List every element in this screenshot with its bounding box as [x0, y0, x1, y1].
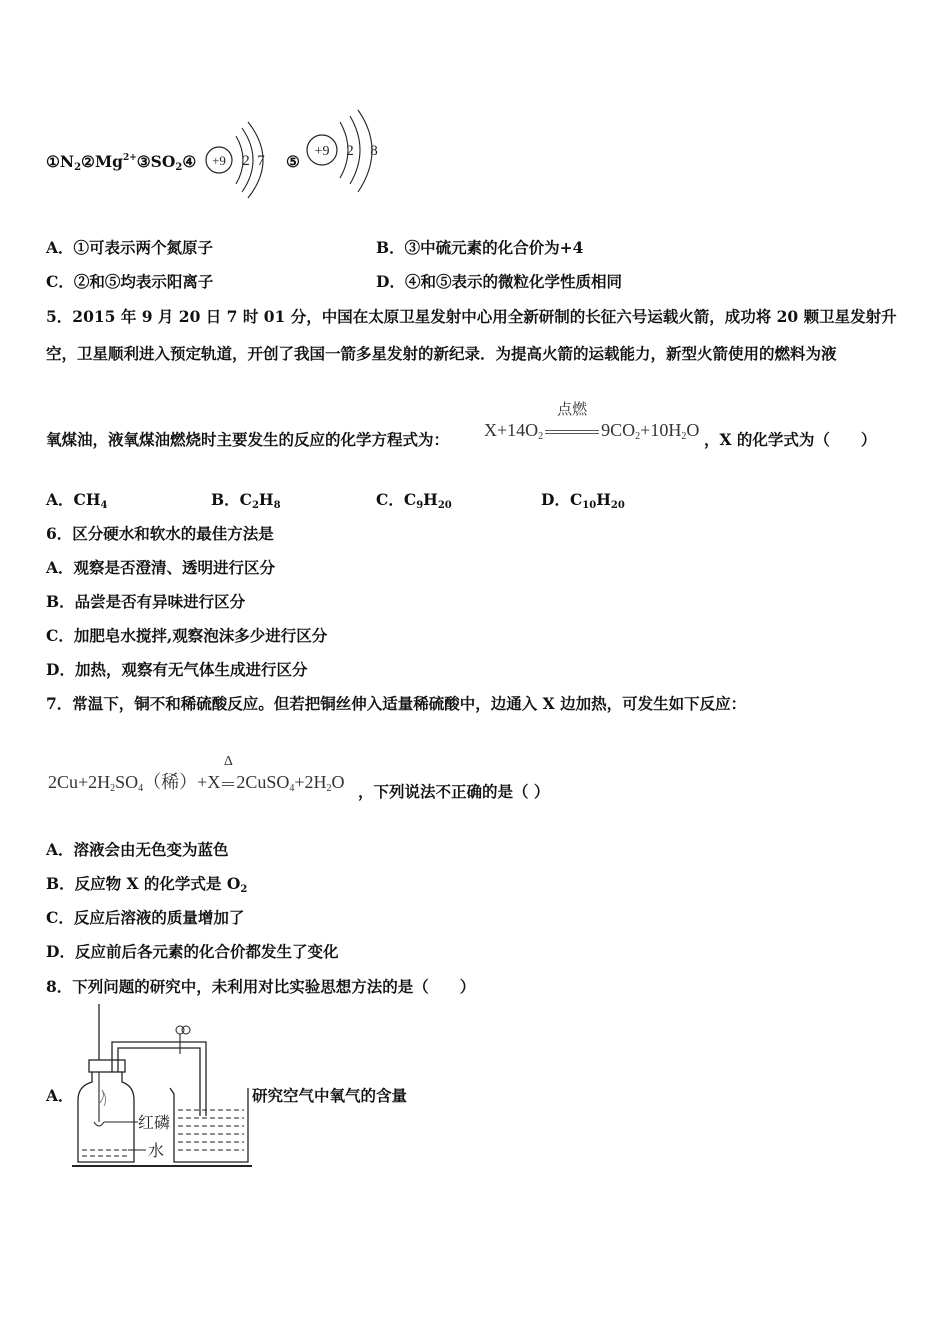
q4-species-line: $①N_2②Mg^{2+}③SO_2④$: [46, 152, 197, 173]
q4-option-c[interactable]: C．②和⑤均表示阳离子: [46, 272, 214, 291]
svg-text:红磷: 红磷: [138, 1113, 171, 1132]
q7-stem: 7．常温下，铜不和稀硫酸反应。但若把铜丝伸入适量稀硫酸中，边通入 X 边加热，可发生如下反应：: [46, 694, 747, 713]
q7-option-d[interactable]: D．反应前后各元素的化合价都发生了变化: [46, 942, 339, 961]
q4-option-a[interactable]: A．①可表示两个氮原子: [46, 238, 214, 257]
q6-option-d[interactable]: D．加热，观察有无气体生成进行区分: [46, 660, 308, 679]
q7-equation-condition: Δ: [220, 772, 236, 793]
q5-stem-line-3-end: ，X 的化学式为（ ）: [704, 430, 877, 449]
q5-stem-line-2: 空，卫星顺利进入预定轨道，开创了我国一箭多星发射的新纪录．为提高火箭的运载能力，新型火箭使用的燃料为液: [46, 344, 837, 363]
atom-structure-diagram-5: [300, 108, 390, 198]
svg-text:+9: +9: [314, 144, 330, 159]
q5-equation: $X+14O_2$ 点燃 $9CO_2+10H_2O$: [484, 400, 700, 442]
q4-species-5-label: ⑤: [286, 152, 300, 171]
q5-option-d[interactable]: D．$C_{10}H_{20}$: [541, 490, 625, 511]
atom-structure-diagram-4: [198, 118, 278, 202]
q7-stem-end: ，下列说法不正确的是（ ）: [358, 782, 550, 801]
svg-text:2: 2: [346, 143, 354, 159]
svg-text:7: 7: [257, 153, 265, 169]
q8-stem: 8．下列问题的研究中，未利用对比实验思想方法的是（ ）: [46, 977, 476, 996]
svg-text:+9: +9: [212, 153, 226, 168]
svg-text:2: 2: [242, 153, 250, 169]
q5-option-c[interactable]: C．$C_9H_{20}$: [376, 490, 452, 511]
q5-stem-line-3: 氧煤油，液氧煤油燃烧时主要发生的反应的化学方程式为：: [46, 430, 450, 449]
q5-option-b[interactable]: B．$C_2H_8$: [211, 490, 281, 511]
q7-option-c[interactable]: C．反应后溶液的质量增加了: [46, 908, 245, 927]
q4-option-b[interactable]: B．③中硫元素的化合价为+4: [376, 238, 584, 257]
q8-option-a-label[interactable]: A．: [46, 1086, 74, 1105]
q6-option-a[interactable]: A．观察是否澄清、透明进行区分: [46, 558, 276, 577]
q6-stem: 6．区分硬水和软水的最佳方法是: [46, 524, 274, 543]
svg-text:水: 水: [148, 1141, 165, 1160]
q6-option-b[interactable]: B．品尝是否有异味进行区分: [46, 592, 246, 611]
q8-option-a-text[interactable]: 研究空气中氧气的含量: [252, 1086, 408, 1105]
q5-stem-line-1: 5．2015 年 9 月 20 日 7 时 01 分，中国在太原卫星发射中心用全新研制的长征六号运载火箭，成功将 20 颗卫星发射升: [46, 307, 897, 326]
q6-option-c[interactable]: C．加肥皂水搅拌,观察泡沫多少进行区分: [46, 626, 328, 645]
q4-option-d[interactable]: D．④和⑤表示的微粒化学性质相同: [376, 272, 622, 291]
oxygen-content-apparatus-figure: [72, 1004, 252, 1168]
q7-option-b[interactable]: B．反应物 X 的化学式是 $O_2$: [46, 874, 248, 895]
q5-equation-condition: 点燃: [543, 420, 601, 441]
q7-option-a[interactable]: A．溶液会由无色变为蓝色: [46, 840, 229, 859]
q7-equation: $2Cu+2H_2SO_4$（稀）+X Δ $2CuSO_4+2H_2O$: [48, 754, 345, 794]
svg-text:8: 8: [370, 143, 378, 159]
q5-option-a[interactable]: A．$CH_4$: [46, 490, 108, 511]
